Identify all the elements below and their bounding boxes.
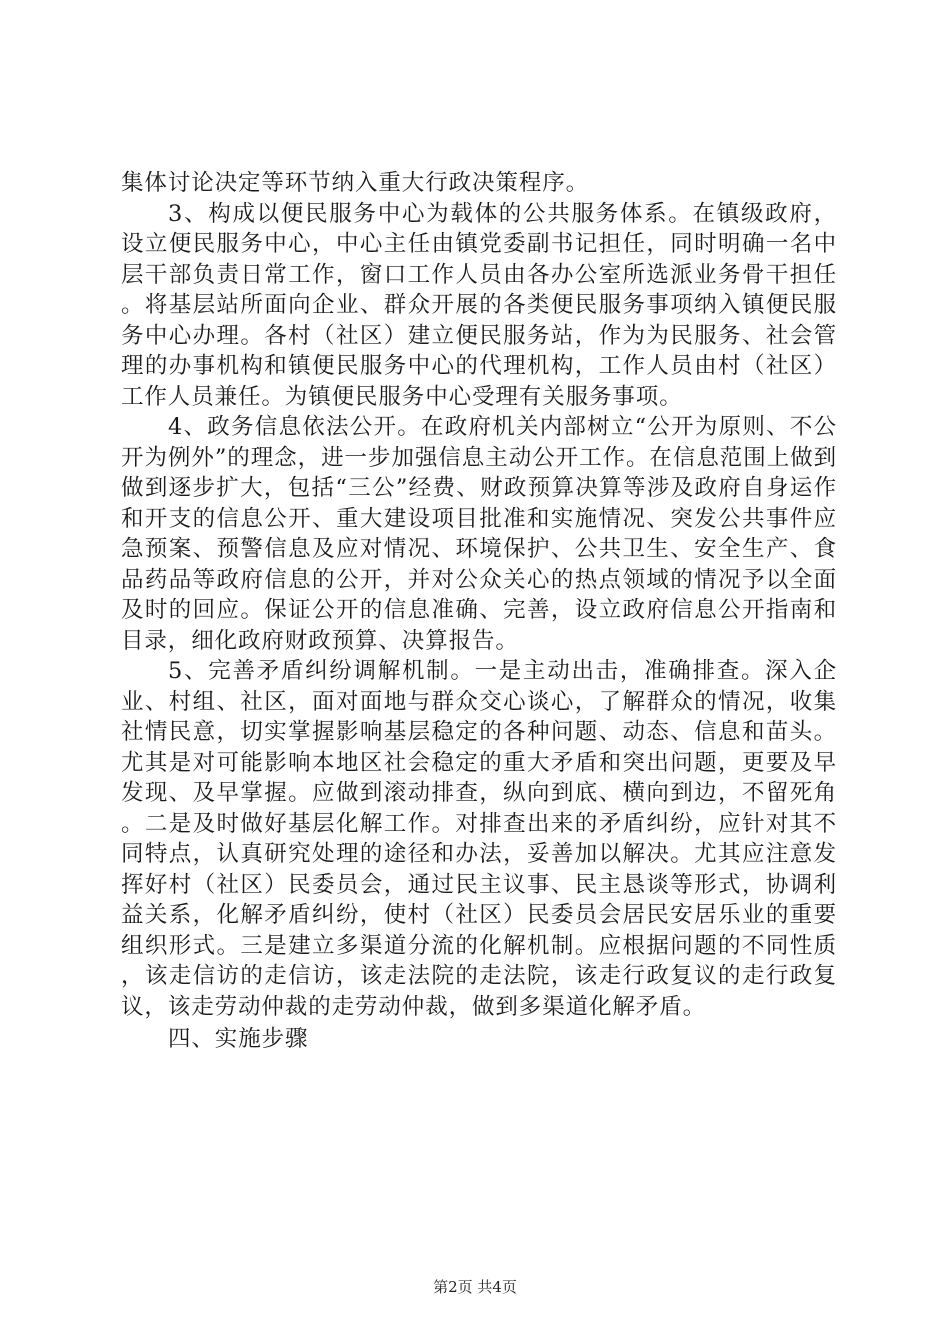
paragraph-item-5: 5、完善矛盾纠纷调解机制。一是主动出击，准确排查。深入企业、村组、社区，面对面地与群众交心谈心，了解群众的情况，收集社情民意，切实掌握影响基层稳定的各种问题、动态、信息和苗头。尤其是对可能影响本地区社会稳定的重大矛盾和突出问题，更要及早发现、及早掌握。应做到滚动排查，纵向到底、横向到边，不留死角。二是及时做好基层化解工作。对排查出来的矛盾纠纷，应针对其不同特点，认真研究处理的途径和办法，妥善加以解决。尤其应注意发挥好村（社区）民委员会，通过民主议事、民主恳谈等形式，协调利益关系，化解矛盾纠纷，使村（社区）民委员会居民安居乐业的重要组织形式。三是建立多渠道分流的化解机制。应根据问题的不同性质，该走信访的走信访，该走法院的走法院，该走行政复议的走行政复议，该走劳动仲裁的走劳动仲裁，做到多渠道化解矛盾。 — [121, 658, 837, 1020]
section-heading: 四、实施步骤 — [168, 1026, 309, 1052]
page-number-footer: 第2页 共4页 — [433, 1278, 517, 1296]
document-body — [121, 168, 837, 1055]
paragraph-item-4: 4、政务信息依法公开。在政府机关内部树立“公开为原则、不公开为例外”的理念，进一步加强信息主动公开工作。在信息范围上做到做到逐步扩大，包括“三公”经费、财政预算决算等涉及政府自身运作和开支的信息公开、重大建设项目批准和实施情况、突发公共事件应急预案、预警信息及应对情况、环境保护、公共卫生、安全生产、食品药品等政府信息的公开，并对公众关心的热点领域的情况予以全面及时的回应。保证公开的信息准确、完善，设立政府信息公开指南和目录，细化政府财政预算、决算报告。 — [121, 414, 837, 654]
paragraph-continuation: 集体讨论决定等环节纳入重大行政决策程序。 — [121, 170, 590, 196]
paragraph-item-3: 3、构成以便民服务中心为载体的公共服务体系。在镇级政府，设立便民服务中心，中心主任由镇党委副书记担任，同时明确一名中层干部负责日常工作，窗口工作人员由各办公室所选派业务骨干担任。将基层站所面向企业、群众开展的各类便民服务事项纳入镇便民服务中心办理。各村（社区）建立便民服务站，作为为民服务、社会管理的办事机构和镇便民服务中心的代理机构，工作人员由村（社区）工作人员兼任。为镇便民服务中心受理有关服务事项。 — [121, 200, 837, 410]
